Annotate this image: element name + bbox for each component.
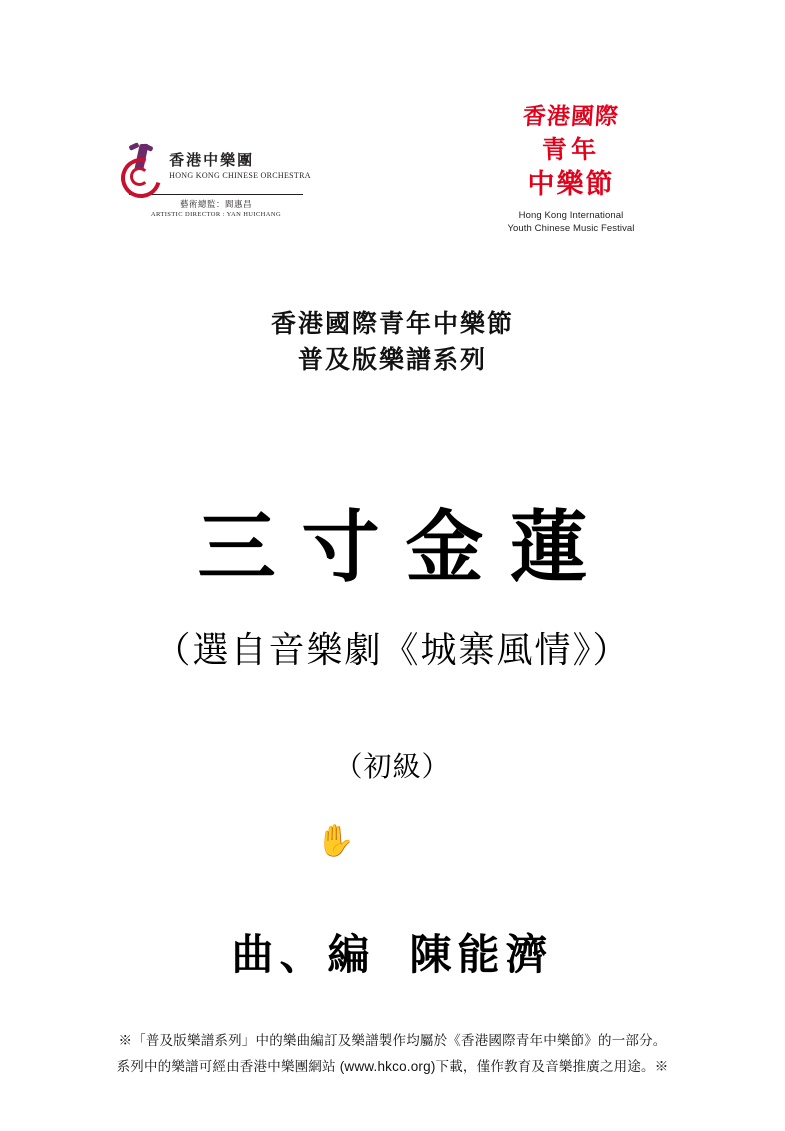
composer-name: 陳能濟: [409, 933, 554, 979]
festival-logo-mark: [499, 96, 643, 208]
footnote: [0, 1028, 785, 1079]
series-title-line2: 普及版樂譜系列: [297, 346, 487, 375]
festival-name-en-line2: Youth Chinese Music Festival: [507, 222, 635, 234]
page-subtitle: （選自音樂劇《城寨風情》）: [154, 630, 631, 670]
footnote-line2: 系列中的樂譜可經由香港中樂團網站 (www.hkco.org)下載，僅作教育及音樂推廣之用途。※: [116, 1058, 669, 1074]
hkco-name-cn: 香港中樂團: [169, 153, 255, 170]
series-title-line1: 香港國際青年中樂節: [270, 310, 514, 338]
composer-role: 曲、編: [231, 933, 376, 979]
hkco-artistic-director-en: ARTISTIC DIRECTOR : YAN HUICHANG: [150, 211, 282, 218]
festival-name-en-line1: Hong Kong International: [518, 210, 624, 221]
composer-credit: [0, 922, 785, 982]
festival-mark-line2: 青年: [541, 137, 601, 164]
hkco-name-en: HONG KONG CHINESE ORCHESTRA: [169, 170, 311, 180]
hkco-logo-top: [121, 143, 311, 191]
hkco-artistic-director-cn: 藝術總監：閻惠昌: [179, 199, 252, 209]
difficulty-level: （初級）: [334, 752, 451, 783]
page-title: 三寸金蓮: [197, 504, 614, 591]
hkco-divider: [129, 194, 303, 195]
logo-row: [0, 88, 785, 258]
series-title: [0, 306, 785, 379]
hkco-instrument-icon: [121, 144, 163, 190]
festival-name-en: [497, 210, 645, 236]
festival-mark-line3: 中樂節: [527, 169, 615, 199]
hkco-logo: [112, 143, 320, 233]
footnote-line1: ※「普及版樂譜系列」中的樂曲編訂及樂譜製作均屬於《香港國際青年中樂節》的一部分。: [118, 1033, 667, 1048]
festival-logo: [497, 96, 645, 246]
hand-cursor-icon: ✋: [316, 823, 355, 859]
hkco-name-block: [169, 153, 311, 180]
festival-mark-line1: 香港國際: [521, 104, 620, 129]
